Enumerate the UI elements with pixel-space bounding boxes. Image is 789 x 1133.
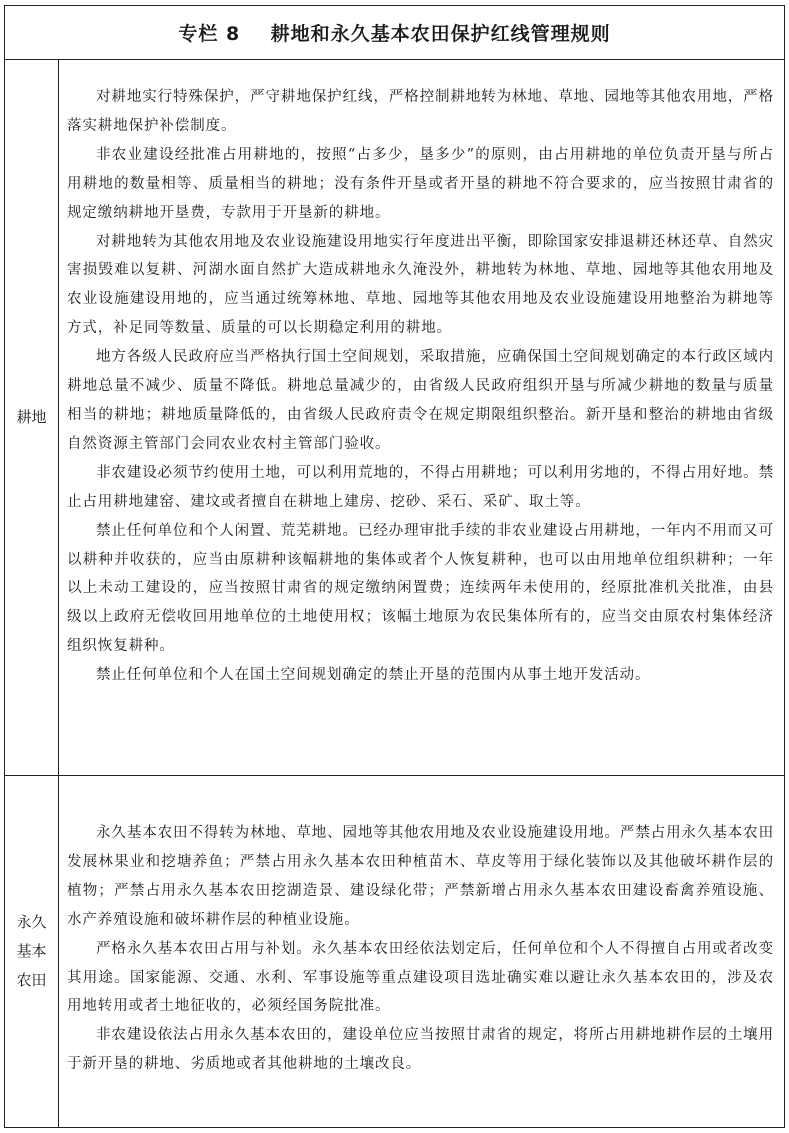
paragraph: 严格永久基本农田占用与补划。永久基本农田经依法划定后，任何单位和个人不得擅自占用或者改变其用途。国家能源、交通、水利、军事设施等重点建设项目选址确实难以避让永久基本农田的，涉及农用地转用或者土地征收的，必须经国务院批准。 (67, 940, 774, 1015)
section-label-line: 永久 (16, 913, 47, 931)
section-row-farmland (5, 60, 784, 776)
section-label-farmland (5, 60, 59, 775)
paragraph: 地方各级人民政府应当严格执行国土空间规划，采取措施，应确保国土空间规划确定的本行政区域内耕地总量不减少、质量不降低。耕地总量减少的，由省级人民政府组织开垦与所减少耕地的数量与质量相当的耕地；耕地质量降低的，由省级人民政府责令在规定期限组织整治。新开垦和整治的耕地由省级自然资源主管部门会同农业农村主管部门验收。 (67, 349, 774, 452)
section-row-permanent-basic-farmland (5, 776, 784, 1127)
regulation-table (4, 5, 785, 1128)
paragraph: 对耕地实行特殊保护，严守耕地保护红线，严格控制耕地转为林地、草地、园地等其他农用地，严格落实耕地保护补偿制度。 (67, 89, 774, 134)
paragraph: 非农建设依法占用永久基本农田的，建设单位应当按照甘肃省的规定，将所占用耕地耕作层的土壤用于新开垦的耕地、劣质地或者其他耕地的土壤改良。 (67, 1027, 774, 1073)
section-label-permanent-basic-farmland (5, 776, 59, 1127)
paragraph: 永久基本农田不得转为林地、草地、园地等其他农用地及农业设施建设用地。严禁占用永久基本农田发展林果业和挖塘养鱼；严禁占用永久基本农田种植苗木、草皮等用于绿化装饰以及其他破坏耕作层的植物；严禁占用永久基本农田挖湖造景、建设绿化带；严禁新增占用永久基本农田建设畜禽养殖设施、水产养殖设施和破坏耕作层的种植业设施。 (67, 825, 774, 928)
paragraph: 非农业建设经批准占用耕地的，按照“占多少，垦多少”的原则，由占用耕地的单位负责开垦与所占用耕地的数量相等、质量相当的耕地；没有条件开垦或者开垦的耕地不符合要求的，应当按照甘肃省的规定缴纳耕地开垦费，专款用于开垦新的耕地。 (67, 146, 774, 221)
paragraph: 禁止任何单位和个人闲置、荒芜耕地。已经办理审批手续的非农业建设占用耕地，一年内不用而又可以耕种并收获的，应当由原耕种该幅耕地的集体或者个人恢复耕种，也可以由用地单位组织耕种；一年以上未动工建设的，应当按照甘肃省的规定缴纳闲置费；连续两年未使用的，经原批准机关批准，由县级以上政府无偿收回用地单位的土地使用权；该幅土地原为农民集体所有的，应当交由原农村集体经济组织恢复耕种。 (67, 522, 774, 655)
section-content-permanent-basic-farmland (59, 776, 784, 1127)
section-content-farmland (59, 60, 784, 775)
page-title: 专栏 8 耕地和永久基本农田保护红线管理规则 (178, 23, 611, 45)
paragraph: 非农建设必须节约使用土地，可以利用荒地的，不得占用耕地；可以利用劣地的，不得占用好地。禁止占用耕地建窑、建坟或者擅自在耕地上建房、挖砂、采石、采矿、取土等。 (67, 464, 774, 510)
title-row (5, 6, 784, 60)
section-label-line: 耕地 (16, 408, 47, 426)
section-label-line: 基本 (16, 942, 47, 960)
section-label-line: 农田 (16, 971, 47, 989)
paragraph: 对耕地转为其他农用地及农业设施建设用地实行年度进出平衡，即除国家安排退耕还林还草、自然灾害损毁难以复耕、河湖水面自然扩大造成耕地永久淹没外，耕地转为林地、草地、园地等其他农用地及农业设施建设用地的，应当通过统筹林地、草地、园地等其他农用地及农业设施建设用地整治为耕地等方式，补足同等数量、质量的可以长期稳定利用的耕地。 (67, 233, 774, 337)
paragraph: 禁止任何单位和个人在国土空间规划确定的禁止开垦的范围内从事土地开发活动。 (96, 667, 651, 684)
